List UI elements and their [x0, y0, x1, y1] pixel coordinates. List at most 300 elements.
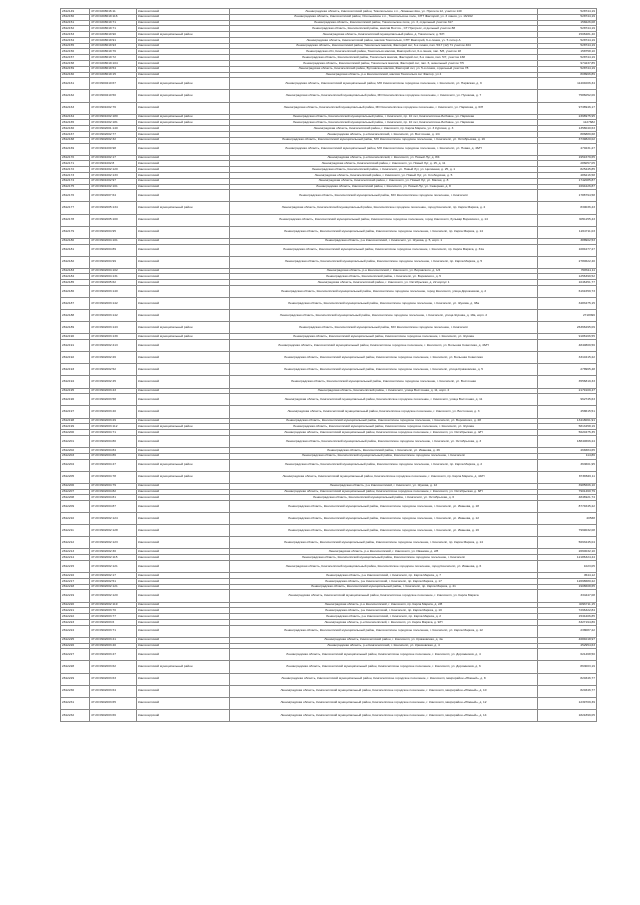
address-text: Ленинградская область, Кингисеппский муниципальный район, Кингисеппское городское поселение, г. Кингисепп, ул. Октябрьская, д. 3 — [230, 435, 538, 447]
address-text: Ленинградская область, Кингисеппский муниципальный район, Кингисеппское городское поселение, г. Кингисепп, пр. Карла Маркса, д. 2 — [230, 459, 538, 471]
cadastral-value: 8774645,22 — [538, 501, 597, 513]
district-name: Кингисеппский — [137, 447, 230, 453]
district-name: Кингисеппский — [137, 161, 230, 167]
address-text: Ленинградская область, Кингисеппский муниципальный район, г. Кингисепп, пр. 10 лет, Кингисеппское-Бобовое, ул. Нарвская — [230, 114, 538, 120]
cadastral-value: 4840809,56 — [538, 340, 597, 352]
address-text: Ленинградская область, Кингисеппский муниципальный район, Кингисеппское городское поселение, г. Кингисепп, ул. Восточная, д. 3 — [230, 406, 538, 418]
cadastral-value: 4544,12 — [538, 573, 597, 579]
cadastral-value: 4684018,97 — [538, 637, 597, 643]
district-name: Кингисеппский — [137, 352, 230, 364]
table-row — [61, 625, 597, 637]
cadastral-number: 47:20:0902002:30 — [90, 549, 137, 555]
district-name: Кингисеппский — [137, 43, 230, 49]
address-text: Ленинградская область, Кингисеппский муниципальный район, г. Кингисепп, ул. Октябрьская, д. 6 — [230, 495, 538, 501]
address-text: Ленинградская область, Кингисеппский муниципальный район, МО Кингисеппское городское поселение, г. Кингисепп, ул. Новая, д. 46/Н — [230, 143, 538, 155]
cadastral-number: 47:20:0902003:66 — [90, 709, 137, 721]
address-text: Ленинградская область, р-н Кингисеппский, г. Кингисепп, ул. Иванова, д. 2/8 — [230, 549, 538, 555]
cadastral-number: 47:20:0902004:84 — [90, 447, 137, 453]
cadastral-value: 40538 — [538, 513, 597, 525]
cadastral-value: 3739820,02 — [538, 137, 597, 143]
row-number: 2812160 — [61, 72, 90, 78]
address-text: Ленинградская область, Кингисеппский муниципальный район, МО Кингисеппское городское поселение, г. Кингисепп, ул. Октябрьская, д. 19 — [230, 137, 538, 143]
address-text: Ленинградская область, Кингисеппский район, Тикопольск массив, Факторий снт, пап. 6, земельный участок 7/5 — [230, 61, 538, 67]
cadastral-value: 1264711,03 — [538, 226, 597, 238]
cadastral-value: 2660032,10 — [538, 549, 597, 555]
row-number: 2812153 — [61, 32, 90, 38]
cadastral-number: 47:20:0902003:64 — [90, 685, 137, 697]
address-text: Ленинградская область, Кингисеппский муниципальный район, Кингисеппское городское поселение, г. Кингисепп, ул. Дорожников, д. 6 — [230, 661, 538, 673]
cadastral-number: 47:20:0902004:47 — [90, 459, 137, 471]
district-name: Кингисеппский — [137, 685, 230, 697]
district-name: Кингисеппский муниципальный район — [137, 322, 230, 334]
cadastral-value: 820346,77 — [538, 673, 597, 685]
district-name: Кингисеппский — [137, 453, 230, 459]
cadastral-value: 2179109,47 — [538, 388, 597, 394]
address-text: Ленинградская область, Кингисеппский район, Тикопольск массив, Факторий снт, 6-я линия, пап. 5/17 (12) 71 участок 404 — [230, 43, 538, 49]
cadastral-number: 47:20:0208019:76 — [90, 49, 137, 55]
row-number: 2812218 — [61, 584, 90, 590]
cadastral-number: 47:20:0902002:413 — [90, 340, 137, 352]
cadastral-number: 47:20:0902003:77 — [90, 614, 137, 620]
cadastral-value: 9188166,55 — [538, 334, 597, 340]
district-name: Кингисеппский — [137, 549, 230, 555]
cadastral-value: 2398975,95 — [538, 114, 597, 120]
address-text: Ленинградская область, р-н Кингисеппский, г. Кингисепп, ул. Крикковская, д. 4 — [230, 643, 538, 649]
row-number: 2812170 — [61, 155, 90, 161]
cadastral-value: 1908608,65 — [538, 584, 597, 590]
row-number: 2812208 — [61, 495, 90, 501]
address-text: Ленинградская область, Кингисеппский муниципальный район, Кингисеппское городское поселение, г. Кингисепп, улица Крикковская, д. 5 — [230, 364, 538, 376]
district-name: Кингисеппский — [137, 584, 230, 590]
cadastral-value: 886889,68 — [538, 132, 597, 138]
address-text: Ленинградская область, Кингисеппский район, г. Кингисепп, ул. Новый Луг, ул. Малая, д. 8 — [230, 178, 538, 184]
row-number: 2812157 — [61, 55, 90, 61]
cadastral-value: 820346,77 — [538, 685, 597, 697]
address-text: Ленинградская область, Кингисеппский район, г. Кингисепп, ул. Новый Луг, ул. Слободская, д. 5 — [230, 173, 538, 179]
address-text: Ленинградская область, р-н Кингисеппский, г. Кингисепп, ул. Новый Луг, д. 8/4 — [230, 155, 538, 161]
district-name: Кингисеппский — [137, 126, 230, 132]
district-name: Кингисеппский — [137, 495, 230, 501]
cadastral-number: 47:20:0901002:76 — [90, 102, 137, 114]
table-row — [61, 709, 597, 721]
cadastral-number: 47:20:0902004:89 — [90, 244, 137, 256]
cadastral-number: 47:20:0901002:120 — [90, 167, 137, 173]
table-row — [61, 310, 597, 322]
address-text: Ленинградская область, р-н Кингисеппский, г. Кингисепп, ул. Восточная, д. 1/4 — [230, 132, 538, 138]
district-name: Кингисеппский муниципальный район — [137, 90, 230, 102]
district-name: Кингисеппский — [137, 537, 230, 549]
district-name: Кингисеппский — [137, 226, 230, 238]
row-number: 2812159 — [61, 66, 90, 72]
cadastral-value: 334447,08 — [538, 590, 597, 602]
district-name: Кингисеппский — [137, 37, 230, 43]
table-row — [61, 256, 597, 268]
table-row — [61, 459, 597, 471]
row-number: 2812204 — [61, 459, 90, 471]
district-name: Кингисеппский — [137, 643, 230, 649]
cadastral-number: 47:20:0902002:121 — [90, 584, 137, 590]
table-row — [61, 590, 597, 602]
row-number: 2812182 — [61, 256, 90, 268]
cadastral-value: 3327194,86 — [538, 619, 597, 625]
district-name: Кингисеппский — [137, 298, 230, 310]
cadastral-value: 1821899,05 — [538, 709, 597, 721]
address-text: Ленинградская область, Кингисеппский муниципальный район, Кингисеппское городское поселение, г. Кингисепп, ул. Большая Советская — [230, 352, 538, 364]
cadastral-number: 47:20:0902003:62 — [90, 661, 137, 673]
cadastral-number: 47:20:0901002:133 — [90, 173, 137, 179]
district-name: Кингисеппский — [137, 555, 230, 561]
cadastral-number: 47:20:0902003:40 — [90, 643, 137, 649]
district-name: Кингисеppский — [137, 709, 230, 721]
row-number: 2812197 — [61, 406, 90, 418]
district-name: Кингисеппский — [137, 561, 230, 573]
table-row — [61, 202, 597, 214]
row-number: 2812205 — [61, 471, 90, 483]
address-text: Ленинградская область, Кингисеппский муниципальный район, Кингисеппское городское поселение, г. Кингисепп, ул. Карла Маркса — [230, 590, 538, 602]
table-body — [61, 9, 597, 722]
cadastral-value: 2780622,40 — [538, 256, 597, 268]
row-number: 2812158 — [61, 61, 90, 67]
cadastral-number: 47:20:0902003:139 — [90, 334, 137, 340]
district-name: Кингисеппский — [137, 602, 230, 608]
cadastral-number: 47:20:0208019:72 — [90, 55, 137, 61]
cadastral-number: 47:20:0900210:50 — [90, 90, 137, 102]
address-text: Ленинградская область, Кингисеппский муниципальный район, Кингисеппское городское поселение, город Кингисепп, улица Дорожников, д. 2 — [230, 286, 538, 298]
table-row — [61, 90, 597, 102]
row-number: 2812163 — [61, 102, 90, 114]
address-text: Ленинградская область, Кингисеппский район, Бутковское массив, Факторий снт, ул. 5-я линия, отдельный участок 78 — [230, 66, 538, 72]
cadastral-value: 808966,89 — [538, 72, 597, 78]
row-number: 2812207 — [61, 489, 90, 495]
cadastral-number: 47:20:0902005:134 — [90, 202, 137, 214]
table-row — [61, 501, 597, 513]
cadastral-value: 1694226,87 — [538, 184, 597, 190]
address-text: Ленинградская область, Кингисеппский муниципальный район, Кингисеппское городское поселение, г. Кингисепп, улица Восточная, д. 11 — [230, 394, 538, 406]
cadastral-value: 1023,05 — [538, 561, 597, 573]
district-name: Кингисеппский муниципальный район — [137, 661, 230, 673]
cadastral-value: 528744,19 — [538, 14, 597, 20]
district-name: Кингисеппский — [137, 14, 230, 20]
row-number: 2812155 — [61, 43, 90, 49]
row-number: 2812196 — [61, 394, 90, 406]
table-row — [61, 471, 597, 483]
address-text: Ленинградская область, Кингисеппский муниципальный район, МО Кингисеппское городское поселение, г. Кингисепп, ул. Нарвская, д. 9 — [230, 78, 538, 90]
cadastral-value: 3556819,33 — [538, 376, 597, 388]
row-number: 2812229 — [61, 673, 90, 685]
address-text: Ленинградская область, Кингисеппский муниципальный район, Кингисеппское городское поселение, г. Кингисепп, ул. Жукова, д. 38а — [230, 298, 538, 310]
cadastral-number: 47:20:0208019:15 — [90, 72, 137, 78]
address-text: Ленинградская область, Кингисеппский муниципальный район, д. Тикопольск, д. 5/Н — [230, 32, 538, 38]
cadastral-value: 528744,19 — [538, 9, 597, 15]
district-name: Кингисеппский — [137, 637, 230, 643]
cadastral-number: 47:20:0902004:95 — [90, 226, 137, 238]
cadastral-number: 47:20:0902004:86 — [90, 453, 137, 459]
district-name: Кингисеппский — [137, 435, 230, 447]
cadastral-value: 12698680,22 — [538, 578, 597, 584]
row-number: 2812152 — [61, 26, 90, 32]
table-row — [61, 286, 597, 298]
cadastral-number: 47:20:0902003:142 — [90, 298, 137, 310]
address-text: Ленинградская область, Кингисеппский район, Тикопольск массив, Факторий снт, 6-я линия, пап. 5/7, участок 168 — [230, 55, 538, 61]
cadastral-value: 452954,63 — [538, 643, 597, 649]
district-name: Кингисеппский — [137, 418, 230, 424]
address-text: Ленинградская область, Кингисеппский муниципальный район, Кингисеппское городское поселение, г. Кингисепп, ул. Иванова, д. 16 — [230, 525, 538, 537]
address-text: Ленинградская область, Кингисеппский муниципальный район, г. Кингисепп, пр. Карла Маркса, д. 21 — [230, 584, 538, 590]
district-name: Кингисеппский — [137, 61, 230, 67]
cadastral-value: 238087,22 — [538, 625, 597, 637]
cadastral-number: 47:20:0902001:140 — [90, 126, 137, 132]
table-row — [61, 525, 597, 537]
address-text: Ленинградская область, Кингисеппский муниципальный район, Кингисеппское городское поселение, г. Кингисепп, ул. Дорожников, д. 4 — [230, 649, 538, 661]
cadastral-value: 470231,27 — [538, 143, 597, 155]
row-number: 2812175 — [61, 184, 90, 190]
district-name: Кингисеппский — [137, 513, 230, 525]
table-row — [61, 537, 597, 549]
row-number: 2812167 — [61, 132, 90, 138]
cadastral-number: 47:20:0902002:17 — [90, 573, 137, 579]
table-row — [61, 322, 597, 334]
district-name: Кингисеппский — [137, 184, 230, 190]
cadastral-number: 47:20:0902004:101 — [90, 238, 137, 244]
row-number: 2812227 — [61, 649, 90, 661]
cadastral-number: 47:20:0902002:51 — [90, 578, 137, 584]
district-name: Кингисеппский — [137, 573, 230, 579]
district-name: Кингисеппский — [137, 525, 230, 537]
cadastral-value: 528744,19 — [538, 26, 597, 32]
cadastral-number: 47:20:0902003:41 — [90, 637, 137, 643]
district-name: Кингисеппский — [137, 238, 230, 244]
cadastral-number: 47:20:0902003:112 — [90, 424, 137, 430]
cadastral-value: 7901460,79 — [538, 489, 597, 495]
address-text: Ленинградская область, Кингисеппский муниципальный район, Кингисеппское городское поселение, г. Кингисепп, пр. Карла Маркса, д. 14 — [230, 226, 538, 238]
row-number: 2812162 — [61, 90, 90, 102]
row-number: 2812199 — [61, 424, 90, 430]
cadastral-value: 1951679,65 — [538, 155, 597, 161]
cadastral-value: 13418061,91 — [538, 418, 597, 424]
district-name: Кингисеппский — [137, 376, 230, 388]
table-row — [61, 649, 597, 661]
cadastral-number: 47:20:0902003:58 — [90, 394, 137, 406]
address-text: Ленинградская область, Кингисеппский муниципальный район, Кингисеппское городское поселение, г. Кингисепп, ул. Иванова, д. 18 — [230, 501, 538, 513]
row-number: 2812217 — [61, 578, 90, 584]
address-text: Ленинградская область, Кингисеппский муниципальный район, Кингисеппское городское поселение, г. Кингисепп, ул. Карла Маркса, д. 12 — [230, 625, 538, 637]
cadastral-number: 47:20:0208019:104 — [90, 61, 137, 67]
district-name: Кингисеппский — [137, 214, 230, 226]
district-name: Кингисеппский — [137, 178, 230, 184]
address-text: Ленинградская область, Кингисеппский муниципальный район, Кингисеппское городское поселение, город Кингисепп, ул. Иванова, д. 6 — [230, 561, 538, 573]
row-number: 2812187 — [61, 298, 90, 310]
row-number: 2812224 — [61, 625, 90, 637]
cadastral-value: 9738946,17 — [538, 102, 597, 114]
address-text: Ленинградская область, р-н Кингисеппский, г. Кингисепп, пр. Карла Маркса, д. 17 — [230, 578, 538, 584]
district-name: Кингисеппский — [137, 20, 230, 26]
district-name: Кингисеппский муниципальный район — [137, 471, 230, 483]
row-number: 2812195 — [61, 388, 90, 394]
row-number: 2812220 — [61, 602, 90, 608]
cadastral-value: 18840666,24 — [538, 435, 597, 447]
cadastral-value: 8738846,11 — [538, 471, 597, 483]
cadastral-value: 528744,19 — [538, 37, 597, 43]
cadastral-number: 47:20:0902003:29 — [90, 418, 137, 424]
row-number: 2812190 — [61, 334, 90, 340]
row-number: 2812177 — [61, 202, 90, 214]
table-row — [61, 673, 597, 685]
district-name: Кингисеппский — [137, 608, 230, 614]
cadastral-value: 11404006,34 — [538, 78, 597, 90]
district-name: Кингисеппский — [137, 55, 230, 61]
cadastral-number: 47:20:0902004:131 — [90, 274, 137, 280]
cadastral-number: 47:20:0902005:100 — [90, 214, 137, 226]
table-row — [61, 394, 597, 406]
cadastral-value: 1534406,85 — [538, 614, 597, 620]
row-number: 2812178 — [61, 214, 90, 226]
row-number: 2812206 — [61, 483, 90, 489]
address-text: Ленинградская область, Кингисеппский муниципальный район, МО Кингисеппское городское поселение, г. Кингисепп, ул. Нарвская, д. 6/Н — [230, 102, 538, 114]
document-page — [60, 8, 595, 722]
address-text: Ленинградская область, Кингисеппский муниципальный район, Кингисеппское городское поселение, г. Кингисепп, ул. Восточная — [230, 376, 538, 388]
cadastral-number: 47:20:0208019:71 — [90, 20, 137, 26]
row-number: 2812202 — [61, 447, 90, 453]
row-number: 2812192 — [61, 352, 90, 364]
cadastral-number: 47:20:0902002:52 — [90, 364, 137, 376]
district-name: Кингисеппский — [137, 132, 230, 138]
address-text: Ленинградская область, Кингисеппский район, Опольевское с.п., Тикопольское поле, СНТ Факторий, ул. 3 линия, уч. 16/162 — [230, 14, 538, 20]
cadastral-value: 26366295,09 — [538, 322, 597, 334]
cadastral-value: 458615,51 — [538, 406, 597, 418]
row-number: 2812156 — [61, 49, 90, 55]
row-number: 2812150 — [61, 14, 90, 20]
cadastral-number: 47:20:0901002:181 — [90, 120, 137, 126]
district-name: Кингисеппский — [137, 9, 230, 15]
cadastral-number: 47:20:0902002:77 — [90, 132, 137, 138]
row-number: 2812161 — [61, 78, 90, 90]
address-text: Ленинградская область, Кингисеппский муниципальный район, г. Кингисепп, пр. 10 лет, Кингисеппское-Бобовое, ул. Нарвская — [230, 120, 538, 126]
address-text: Ленинградская область, Кингисеппский муниципальный район, МО Кингисеппское городское поселение, г. Кингисепп, ул. Пушкина, д. 7 — [230, 90, 538, 102]
address-text: Ленинградская область, Кингисеппский муниципальный район, Кингисеппское городское поселение, город Кингисепп, бульвар Воровского, д. 14 — [230, 214, 538, 226]
address-text: Ленинградская область, Кингисеппский муниципальный район, Кингисеппское городское поселение, г. Кингисепп, улица Жукова, д. 18а, корп. 2 — [230, 310, 538, 322]
row-number: 2812189 — [61, 322, 90, 334]
row-number: 2812166 — [61, 126, 90, 132]
address-text: Ленинградская область, Кингисеппский район, массив Восточ., СТ Прогресс, отдельный участок 88 — [230, 26, 538, 32]
cadastral-value: 158758,10 — [538, 49, 597, 55]
cadastral-number: 47:20:0902004:71 — [90, 430, 137, 436]
row-number: 2812198 — [61, 418, 90, 424]
row-number: 2812180 — [61, 238, 90, 244]
table-row — [61, 214, 597, 226]
row-number: 2812151 — [61, 20, 90, 26]
cadastral-number: 47:20:0902003:143 — [90, 322, 137, 334]
table-row — [61, 78, 597, 90]
district-name: Кингисеппский — [137, 649, 230, 661]
cadastral-number: 47:20:0902004:78 — [90, 471, 137, 483]
district-name: Кингисеппский — [137, 388, 230, 394]
address-text: Ленинградская область, Кингисеппский муниципальный район, Кингисеппское городское поселение, г. Кингисепп, пр. Карла Маркса, д. 5 — [230, 256, 538, 268]
address-text: Ленинградская область, р-н Кингисеппский, г. Кингисепп, ул. Карла Маркса, д. 9/Н — [230, 619, 538, 625]
cadastral-value: 6161659,73 — [538, 286, 597, 298]
district-name: Кингисеппский — [137, 364, 230, 376]
address-text: Ленинградская область, Кингисеппский район, г. Кингисепп, ул. Новый Луг, ул. Северная, д. 8 — [230, 184, 538, 190]
cadastral-number: 47:20:0902002:119 — [90, 602, 137, 608]
district-name: Кингисеппский — [137, 256, 230, 268]
cadastral-value: 486216,58 — [538, 173, 597, 179]
cadastral-number: 47:20:0208016:11 — [90, 9, 137, 15]
cadastral-value: 1788794,58 — [538, 190, 597, 202]
district-name: Кингисеппский — [137, 430, 230, 436]
district-name: Кингисеппский — [137, 489, 230, 495]
table-row — [61, 143, 597, 155]
cadastral-value: 4096711,15 — [538, 602, 597, 608]
cadastral-number: 47:20:0902002:123 — [90, 537, 137, 549]
cadastral-number: 47:20:0901002:101 — [90, 184, 137, 190]
address-text: Ленинградская область, Кингисеппский муниципальный район, Кингисеппское городское поселение, г. Кингисепп, микрорайон «Южный», д. 8 — [230, 673, 538, 685]
district-name: Кингисеппский — [137, 501, 230, 513]
cadastral-value: 825445,85 — [538, 167, 597, 173]
cadastral-number: 47:20:0208019:71 — [90, 26, 137, 32]
address-text: Ленинградская область, р-н Кингисеппский, г. Кингисепп, пр. Карла Маркса, д. 7 — [230, 573, 538, 579]
cadastral-value: 7296322,84 — [538, 608, 597, 614]
cadastral-number: 47:20:0902003:47 — [90, 649, 137, 661]
district-name: Кингисеппский — [137, 619, 230, 625]
cadastral-number: 47:20:0901002:180 — [90, 114, 137, 120]
table-row — [61, 340, 597, 352]
district-name: Кингисеппский — [137, 406, 230, 418]
table-row — [61, 685, 597, 697]
cadastral-number: 47:20:0901002:97 — [90, 178, 137, 184]
table-row — [61, 298, 597, 310]
row-number: 2812200 — [61, 430, 90, 436]
cadastral-number: 47:20:0902003:6 — [90, 619, 137, 625]
cadastral-number: 47:20:0208019:90 — [90, 32, 137, 38]
district-name: Кингисеппский — [137, 614, 230, 620]
address-text: Ленинградская область, Кингисеппский муниципальный район, Кингисеппское городское поселение, г. Кингисепп, ул. Воровского, д. 28 — [230, 418, 538, 424]
address-text: Ленинградская область, Кингисеппский муниципальный район, Кингисеппское городское поселение, г. Кингисепп, ул. Октябрьская, д. 4/Н — [230, 430, 538, 436]
cadastral-number: 47:20:0901000:98 — [90, 143, 137, 155]
district-name: Кингисеппский — [137, 66, 230, 72]
cadastral-number: 47:20:0902002:32 — [90, 137, 137, 143]
row-number: 2812179 — [61, 226, 90, 238]
table-row — [61, 561, 597, 573]
cadastral-value-table — [60, 8, 597, 722]
district-name: Кингисеппский — [137, 590, 230, 602]
row-number: 2812168 — [61, 137, 90, 143]
district-name: Кингисеппский — [137, 49, 230, 55]
address-text: Ленинградская область, Кингисеппский район, г. Кингисепп, пр. Карла Маркса, ул. 3 Курская, д. 3 — [230, 126, 538, 132]
cadastral-value: 4846921,74 — [538, 495, 597, 501]
cadastral-number: 47:20:0901002:17 — [90, 155, 137, 161]
address-text: Ленинградская область, Кингисеппский район, г. Кингисепп, ул. Воровского, д. 5 — [230, 274, 538, 280]
row-number: 2812223 — [61, 619, 90, 625]
cadastral-value: 3985606,10 — [538, 483, 597, 489]
cadastral-number: 47:20:0902002:45 — [90, 376, 137, 388]
address-text: Ленинградская область, Кингисеппский муниципальный район, Кингисеппское городское поселение, г. Кингисепп, микрорайон «Южный», д. 12 — [230, 697, 538, 709]
cadastral-value: 5693245,04 — [538, 537, 597, 549]
address-text: Ленинградская область, р-н Кингисеппский, г. Кингисепп, пр. Карла Маркса, д. 10 — [230, 608, 538, 614]
district-name: Кингисеппский — [137, 190, 230, 202]
district-name: Кингисеппский — [137, 155, 230, 161]
address-text: Ленинградская область, р-н Кингисеппский, г. Кингисепп, пр. Карла Маркса, д. 2/8 — [230, 602, 538, 608]
table-row — [61, 661, 597, 673]
address-text: Ленинградская область, Кингисеппский район, г. Кингисепп, ул. Иванова, д. 26 — [230, 447, 538, 453]
row-number: 2812203 — [61, 453, 90, 459]
cadastral-number: 47:20:0902003:65 — [90, 697, 137, 709]
cadastral-number: 47:20:0902002:124 — [90, 513, 137, 525]
address-text: Ленинградская область, Кингисеппский район, г. Кингисепп, улица Восточная, д. 11, корп. 2 — [230, 388, 538, 394]
cadastral-number: 47:20:0902003:142 — [90, 310, 137, 322]
cadastral-value: 1127682 — [538, 120, 597, 126]
district-name: Кингисеппский — [137, 102, 230, 114]
row-number: 2812211 — [61, 525, 90, 537]
row-number: 2812226 — [61, 643, 90, 649]
